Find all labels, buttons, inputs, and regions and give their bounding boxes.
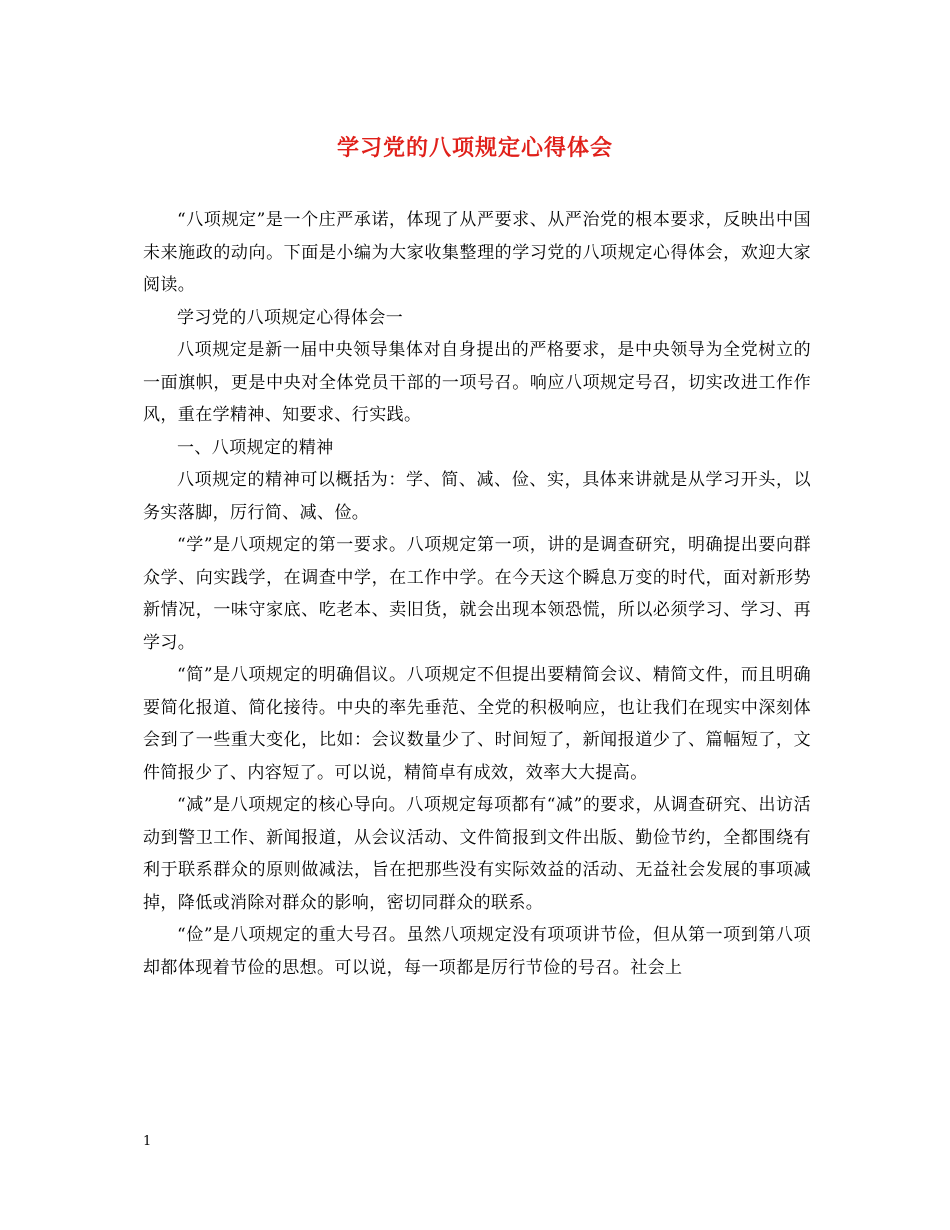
document-title: 学习党的八项规定心得体会 <box>336 135 613 161</box>
paragraph-spirit-summary: 八项规定的精神可以概括为：学、简、减、俭、实，具体来讲就是从学习开头，以务实落脚，厉行简、减、俭。 <box>143 470 811 523</box>
paragraph-overview: 八项规定是新一届中央领导集体对自身提出的严格要求，是中央领导为全党树立的一面旗帜，更是中央对全体党员干部的一项号召。响应八项规定号召，切实改进工作作风，重在学精神、知要求、行实践。 <box>143 340 811 425</box>
paragraph-jian-reduce: “减”是八项规定的核心导向。八项规定每项都有“减”的要求，从调查研究、出访活动到警卫工作、新闻报道，从会议活动、文件简报到文件出版、勤俭节约，全都围绕有利于联系群众的原则做减法，旨在把那些没有实际效益的活动、无益社会发展的事项减掉，降低或消除对群众的影响，密切同群众的联系。 <box>143 795 811 913</box>
document-body <box>143 204 811 984</box>
page-number: 1 <box>143 1134 152 1149</box>
paragraph-xue: “学”是八项规定的第一要求。八项规定第一项，讲的是调查研究，明确提出要向群众学、向实践学，在调查中学，在工作中学。在今天这个瞬息万变的时代，面对新形势新情况，一味守家底、吃老本、卖旧货，就会出现本领恐慌，所以必须学习、学习、再学习。 <box>143 535 811 653</box>
section-heading-part-one: 学习党的八项规定心得体会一 <box>177 307 404 328</box>
section-heading-spirit: 一、八项规定的精神 <box>177 437 334 458</box>
paragraph-jian-simple: “简”是八项规定的明确倡议。八项规定不但提出要精简会议、精简文件，而且明确要简化报道、简化接待。中央的率先垂范、全党的积极响应，也让我们在现实中深刻体会到了一些重大变化，比如：会议数量少了、时间短了，新闻报道少了、篇幅短了，文件简报少了、内容短了。可以说，精简卓有成效，效率大大提高。 <box>143 665 811 783</box>
paragraph-intro: “八项规定”是一个庄严承诺，体现了从严要求、从严治党的根本要求，反映出中国未来施政的动向。下面是小编为大家收集整理的学习党的八项规定心得体会，欢迎大家阅读。 <box>143 210 811 295</box>
paragraph-jian-thrift: “俭”是八项规定的重大号召。虽然八项规定没有项项讲节俭，但从第一项到第八项却都体现着节俭的思想。可以说，每一项都是厉行节俭的号召。社会上 <box>143 925 811 978</box>
